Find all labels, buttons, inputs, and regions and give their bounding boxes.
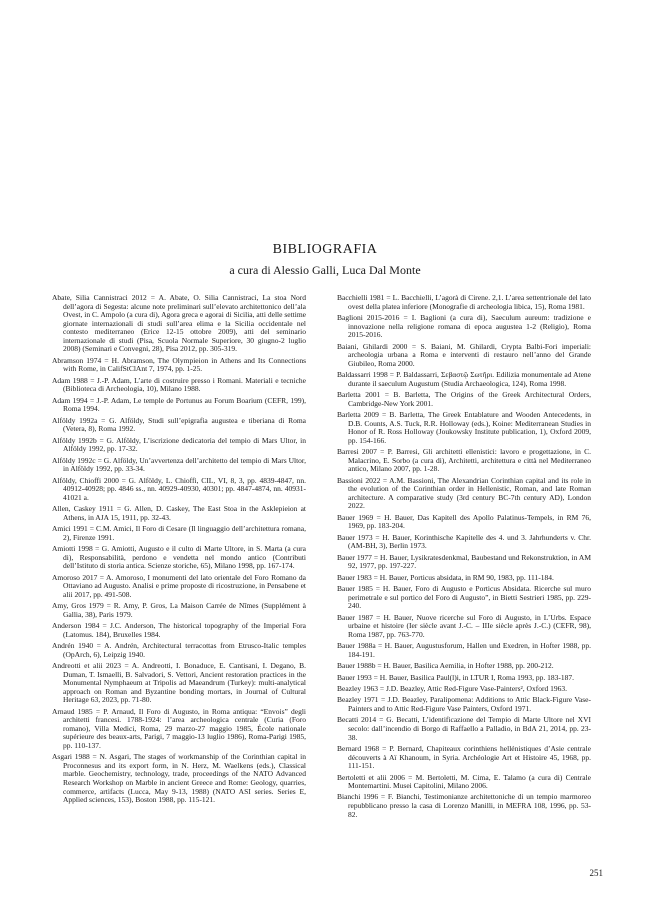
bib-entry: Bianchi 1996 = F. Bianchi, Testimonianze architettoniche di un tempio marmoreo repubblicano presso la casa di Lorenzo Manilli, in MEFRA 108, 1996, pp. 53-82.: [337, 792, 591, 819]
bib-entry: Beazley 1963 = J.D. Beazley, Attic Red-Figure Vase-Painters², Oxford 1963.: [337, 684, 567, 694]
bib-entry: Bauer 1987 = H. Bauer, Nuove ricerche sul Foro di Augusto, in L’Urbs. Espace urbaine et histoire (Ier siècle avant J.-C. – IIIe siècle après J.-C.) (CEFR, 98), Roma 1987, pp. 763-770.: [337, 612, 591, 639]
bib-entry: Adam 1988 = J.-P. Adam, L’arte di costruire presso i Romani. Materiali e tecniche (Biblioteca di Archeologia, 10), Milano 1988.: [52, 375, 306, 394]
bib-entry: Amoroso 2017 = A. Amoroso, I monumenti del lato orientale del Foro Romano da Ottaviano ad Augusto. Analisi e prime proposte di ricostruzione, in Pensabene et alii 2017, pp. 491-508.: [52, 572, 306, 599]
bibliography-column-right: [337, 294, 591, 822]
bib-entry: Bacchielli 1981 = L. Bacchielli, L’agorà di Cirene. 2,1. L’area settentrionale del lato ovest della platea inferiore (Monografie di archeologia libica, 15), Roma 1981.: [337, 293, 591, 311]
bib-entry: Bauer 1983 = H. Bauer, Porticus absidata, in RM 90, 1983, pp. 111-184.: [337, 572, 554, 582]
bib-entry: Bauer 1988b = H. Bauer, Basilica Aemilia, in Hofter 1988, pp. 200-212.: [337, 661, 554, 671]
bib-entry: Andreotti et alii 2023 = A. Andreotti, I. Bonaduce, E. Cantisani, I. Degano, B. Duman, T. Ismaelli, B. Salvadori, S. Vettori, Ancient restoration practices in the Monumental Nymphaeum at Tripolis ad Maeandrum (Turkey): multi-analytical approach on Roman and Byzantine bonding mortars, in Journal of Cultural Heritage 63, 2023, pp. 71-80.: [52, 661, 306, 705]
bib-entry: Abate, Silia Cannistraci 2012 = A. Abate, O. Silia Cannistraci, La stoa Nord dell’agora di Segesta: alcune note preliminari sull’elevato architettonico dell’ala Ovest, in C. Ampolo (a cura di), Agora greca e agorai di Sicilia, atti delle settime giornate internazionali di studi sull’area elima e la Sicilia occidentale nel contesto mediterraneo (Erice 12-15 ottobre 2009), atti del seminario internazionale di studi (Pisa, Scuola Normale Superiore, 30 giugno-2 luglio 2008) (Seminari e Convegni, 28), Pisa 2012, pp. 305-319.: [52, 293, 306, 354]
page-subtitle: a cura di Alessio Galli, Luca Dal Monte: [229, 263, 421, 277]
bib-entry: Barresi 2007 = P. Barresi, Gli architetti ellenistici: lavoro e progettazione, in C. Malacrino, E. Sorbo (a cura di), Architetti, architettura e città nel Mediterraneo antico, Milano 2007, pp. 1-28.: [337, 447, 591, 474]
bib-entry: Bassioni 2022 = A.M. Bassioni, The Alexandrian Corinthian capital and its role in the evolution of the Corinthian order in Hellenistic, Roman, and late Roman architecture. A comparative study (3rd century BC-7th century AD), London 2022.: [337, 475, 591, 511]
page-title: BIBLIOGRAFIA: [272, 242, 378, 257]
bib-entry: Bauer 1985 = H. Bauer, Foro di Augusto e Porticus Absidata. Ricerche sul muro perimetrale e sul portico del Foro di Augusto”, in Bietti Sestrieri 1985, pp. 229-240.: [337, 584, 591, 611]
bib-entry: Bauer 1973 = H. Bauer, Korinthische Kapitelle des 4. und 3. Jahrhunderts v. Chr. (AM-BH, 3), Berlin 1973.: [337, 532, 591, 551]
bib-entry: Beazley 1971 = J.D. Beazley, Paralipomena: Additions to Attic Black-Figure Vase-Painters and to Attic Red-Figure Vase Painters, Oxford 1971.: [337, 695, 591, 713]
bib-entry: Bernard 1968 = P. Bernard, Chapiteaux corinthiens hellénistiques d’Asie centrale découverts à Aï Khanoum, in Syria. Archéologie Art et Histoire 45, 1968, pp. 111-151.: [337, 743, 591, 771]
page-number: 251: [589, 868, 603, 878]
bib-entry: Amici 1991 = C.M. Amici, Il Foro di Cesare (Il linguaggio dell’architettura romana, 2), Firenze 1991.: [52, 524, 306, 542]
bib-entry: Bauer 1977 = H. Bauer, Lysikratesdenkmal, Baubestand und Rekonstruktion, in AM 92, 1977, pp. 197-227.: [337, 552, 591, 571]
bib-entry: Adam 1994 = J.-P. Adam, Le temple de Portunus au Forum Boarium (CEFR, 199), Roma 1994.: [52, 395, 306, 414]
bib-entry: Andrén 1940 = A. Andrén, Architectural terracottas from Etrusco-Italic temples (OpArch, 6), Leipzig 1940.: [52, 641, 306, 659]
bib-entry: Alföldy 1992a = G. Alföldy, Studi sull’epigrafia augustea e tiberiana di Roma (Vetera, 8), Roma 1992.: [52, 415, 306, 434]
bib-entry: Baldassarri 1998 = P. Baldassarri, Σεβαστῷ Σωτῆρι. Edilizia monumentale ad Atene durante il saeculum Augustum (Studia Archaeologica, 124), Roma 1998.: [337, 370, 591, 388]
bib-entry: Baglioni 2015-2016 = I. Baglioni (a cura di), Saeculum aureum: tradizione e innovazione nella religione romana di epoca augustea 1-2 (Religio), Roma 2015-2016.: [337, 312, 591, 340]
bib-entry: Alföldy 1992b = G. Alföldy, L’iscrizione dedicatoria del tempio di Mars Ultor, in Alföldy 1992, pp. 17-32.: [52, 435, 306, 454]
bib-entry: Becatti 2014 = G. Becatti, L’identificazione del Tempio di Marte Ultore nel XVI secolo: dall’incendio di Borgo di Raffaello a Palladio, in BdA 21, 2014, pp. 23-38.: [337, 715, 591, 742]
bib-entry: Abramson 1974 = H. Abramson, The Olympieion in Athens and Its Connections with Rome, in CalifStClAnt 7, 1974, pp. 1-25.: [52, 355, 306, 374]
bib-entry: Bauer 1988a = H. Bauer, Augustusforum, Hallen und Exedren, in Hofter 1988, pp. 184-191.: [337, 641, 591, 659]
bib-entry: Baiani, Ghilardi 2000 = S. Baiani, M. Ghilardi, Crypta Balbi-Fori imperiali: archeologia urbana a Roma e interventi di restauro nell’anno del Grande Giubileo, Roma 2000.: [337, 341, 591, 368]
bib-entry: Asgari 1988 = N. Asgari, The stages of workmanship of the Corinthian capital in Proconnesus and its export form, in N. Herz, M. Waelkens (eds.), Classical marble. Geochemistry, technology, trade, proceedings of the NATO Advanced Research Workshop on Marble in ancient Greece and Rome: Geology, quarries, commerce, artifacts (Lucca, May 9-13, 1988) (NATO ASI series. Series E, Applied sciences, 153), Boston 1988, pp. 115-121.: [52, 752, 306, 805]
bib-entry: Bauer 1993 = H. Bauer, Basilica Paul(l)i, in LTUR I, Roma 1993, pp. 183-187.: [337, 672, 574, 682]
bib-entry: Allen, Caskey 1911 = G. Allen, D. Caskey, The East Stoa in the Asklepieion at Athens, in AJA 15, 1911, pp. 32-43.: [52, 504, 306, 522]
bib-entry: Barletta 2001 = B. Barletta, The Origins of the Greek Architectural Orders, Cambridge-New York 2001.: [337, 390, 591, 408]
bib-entry: Anderson 1984 = J.C. Anderson, The historical topography of the Imperial Fora (Latomus. 184), Bruxelles 1984.: [52, 621, 306, 639]
bib-entry: Bertoletti et alii 2006 = M. Bertoletti, M. Cima, E. Talamo (a cura di) Centrale Montemartini. Musei Capitolini, Milano 2006.: [337, 772, 591, 791]
bib-entry: Alföldy 1992c = G. Alföldy, Un’avvertenza dell’architetto del tempio di Mars Ultor, in Alföldy 1992, pp. 33-34.: [52, 455, 306, 474]
bibliography-column-left: [52, 294, 306, 808]
bib-entry: Amy, Gros 1979 = R. Amy, P. Gros, La Maison Carrée de Nîmes (Supplément à Gallia, 38), Paris 1979.: [52, 601, 306, 619]
bib-entry: Alföldy, Chioffi 2000 = G. Alföldy, L. Chioffi, CIL, VI, 8, 3, pp. 4839-4847, nn. 40912-40928; pp. 4846 ss., nn. 40929-40930, 40301; pp. 4847-4874, nn. 40931-41021 a.: [52, 475, 306, 502]
bib-entry: Barletta 2009 = B. Barletta, The Greek Entablature and Wooden Antecedents, in D.B. Counts, A.S. Tuck, R.R. Holloway (eds.), Koine: Mediterranean Studies in Honor of R. Ross Holloway (Joukowsky Institute publication, 1), Oxford 2009, pp. 154-166.: [337, 410, 591, 445]
bib-entry: Bauer 1969 = H. Bauer, Das Kapitell des Apollo Palatinus-Tempels, in RM 76, 1969, pp. 183-204.: [337, 512, 591, 531]
bib-entry: Arnaud 1985 = P. Arnaud, Il Foro di Augusto, in Roma antiqua: “Envois” degli architetti francesi. 1788-1924: l’area archeologica centrale (Curia (Foro romano), Villa Medici, Roma, 29 marzo-27 maggio 1985, École nationale supérieure des beaux-arts, Parigi, 7 maggio-13 luglio 1986), Roma-Parigi 1985, pp. 110-137.: [52, 706, 306, 750]
bib-entry: Amiotti 1998 = G. Amiotti, Augusto e il culto di Marte Ultore, in S. Marta (a cura di), Responsabilità, perdono e vendetta nel mondo antico (Contributi dell’Istituto di storia antica. Scienze storiche, 65), Milano 1998, pp. 167-174.: [52, 544, 306, 571]
